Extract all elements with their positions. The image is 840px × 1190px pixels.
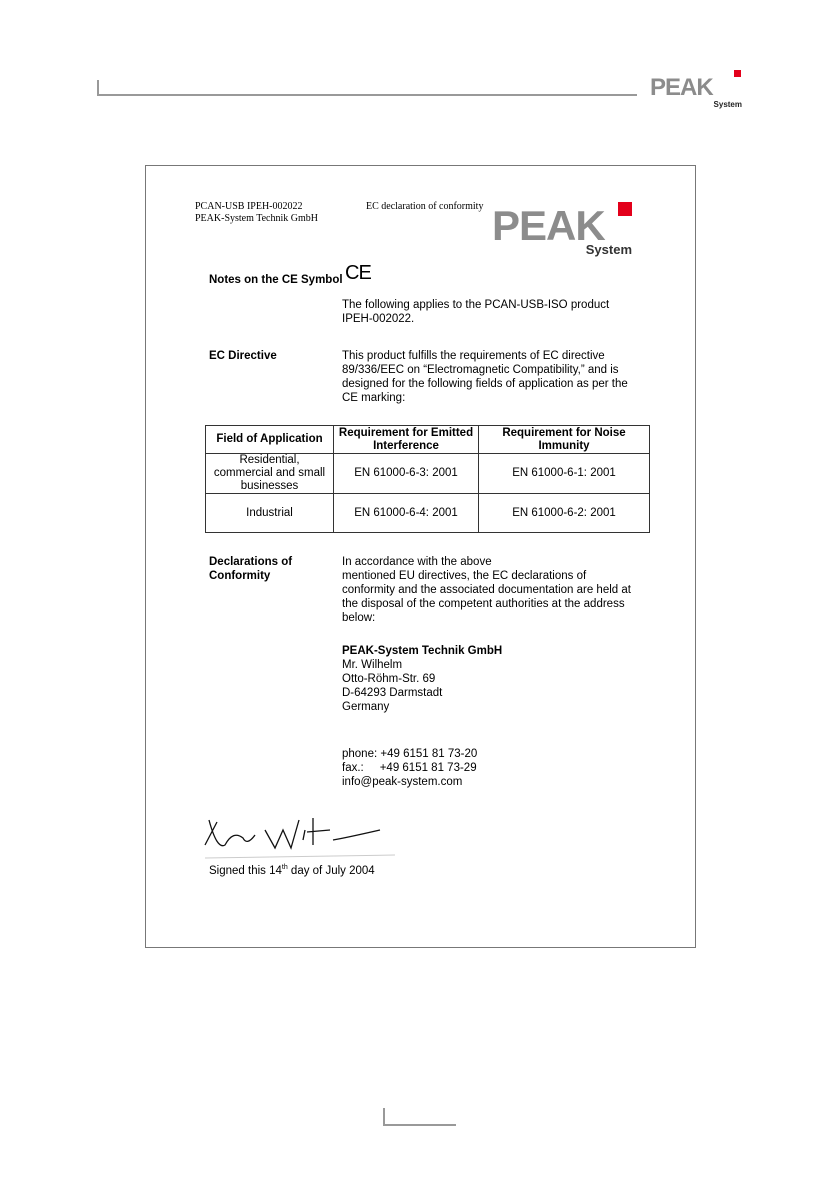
standards-table <box>205 425 650 533</box>
header-rule <box>97 94 637 96</box>
directive-heading: EC Directive <box>209 350 277 362</box>
table-header: Requirement for Noise Immunity <box>479 426 650 454</box>
applies-text: The following applies to the PCAN-USB-ISO product IPEH-002022. <box>342 299 610 325</box>
address-block: PEAK-System Technik GmbH Mr. Wilhelm Otto-Röhm-Str. 69 D-64293 Darmstadt Germany <box>342 645 503 713</box>
declarations-text: In accordance with the above mentioned EU directives, the EC declarations of conformity and the associated documentation are held at the disposal of the competent authorities at the address below: <box>342 556 631 624</box>
ce-mark-icon: CE <box>345 262 371 284</box>
declarations-heading: Declarations of Conformity <box>209 556 293 582</box>
contact-block: phone: +49 6151 81 73-20 fax.: +49 6151 81 73-29 info@peak-system.com <box>342 748 478 788</box>
signed-date: Signed this 14th day of July 2004 <box>209 864 375 877</box>
directive-text: This product fulfills the requirements of EC directive 89/336/EEC on “Electromagnetic Compatibility,” and is designed for the following fields of application as per the CE marking: <box>342 350 628 404</box>
table-header: Requirement for Emitted Interference <box>334 426 479 454</box>
doc-reference: PCAN-USB IPEH-002022 PEAK-System Technik GmbH <box>195 201 318 224</box>
table-row: Industrial EN 61000-6-4: 2001 EN 61000-6-2: 2001 <box>206 494 650 533</box>
footer-rule <box>383 1124 456 1126</box>
table-header: Field of Application <box>206 426 334 454</box>
header-rule-tick <box>97 80 99 96</box>
signature <box>195 800 405 870</box>
ce-heading: Notes on the CE Symbol <box>209 274 343 286</box>
peak-logo: PEAK System <box>492 202 632 257</box>
doc-title: EC declaration of conformity <box>366 201 484 212</box>
header-logo: PEAK System <box>648 68 744 112</box>
table-row: Residential, commercial and small businesses EN 61000-6-3: 2001 EN 61000-6-1: 2001 <box>206 454 650 494</box>
